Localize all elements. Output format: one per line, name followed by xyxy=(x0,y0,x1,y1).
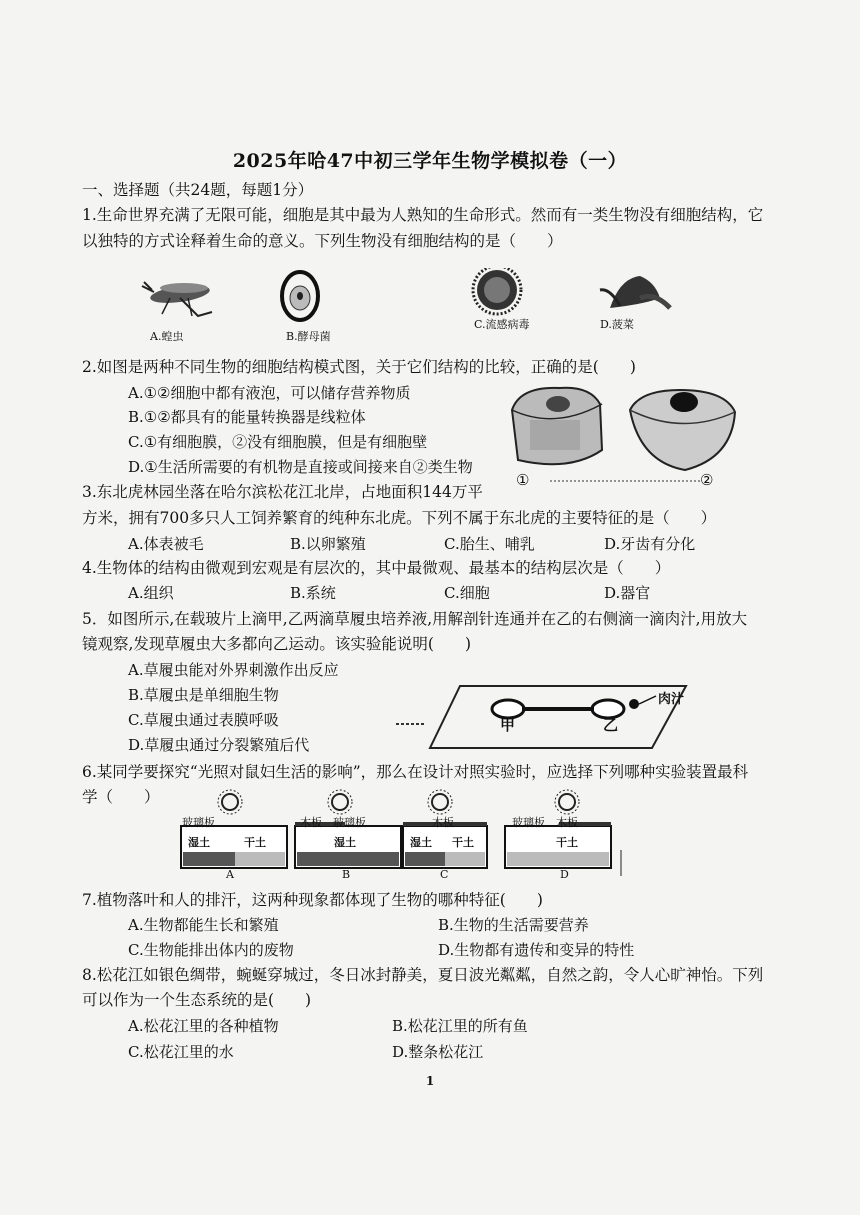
q4-option-d: D.器官 xyxy=(604,584,651,602)
q5-option-a: A.草履虫能对外界刺激作出反应 xyxy=(128,661,339,679)
q6-stem-line1: 6.某同学要探究“光照对鼠妇生活的影响”，那么在设计对照实验时，应选择下列哪种实验装置最科 xyxy=(82,763,749,781)
q8-option-c: C.松花江里的水 xyxy=(128,1043,234,1061)
q5-stem-line1: 5．如图所示,在载玻片上滴甲,乙两滴草履虫培养液,用解剖针连通并在乙的右侧滴一滴肉汁,用放大 xyxy=(82,610,748,628)
q7-option-c: C.生物能排出体内的废物 xyxy=(128,941,294,959)
q4-option-c: C.细胞 xyxy=(444,584,490,602)
exam-title: 2025年哈47中初三学年生物学模拟卷（一） xyxy=(232,150,628,172)
q7-stem: 7.植物落叶和人的排汗，这两种现象都体现了生物的哪种特征( ) xyxy=(82,891,543,909)
q7-option-b: B.生物的生活需要营养 xyxy=(438,916,589,934)
plant-cell-image xyxy=(630,390,735,470)
q6-stem-line2: 学（ ） xyxy=(82,788,160,806)
q1-stem-line1: 1.生命世界充满了无限可能，细胞是其中最为人熟知的生命形式。然而有一类生物没有细胞结构，它 xyxy=(82,206,764,224)
q7-option-d: D.生物都有遗传和变异的特性 xyxy=(438,941,635,959)
page-number: 1 xyxy=(425,1074,435,1088)
q5-slide-diagram xyxy=(390,682,690,752)
q7-option-a: A.生物都能生长和繁殖 xyxy=(128,916,279,934)
glass-slide xyxy=(430,686,686,748)
q5-option-b: B.草履虫是单细胞生物 xyxy=(128,686,279,704)
q6-device-b-letter: B xyxy=(342,868,351,881)
virus-image xyxy=(473,268,521,314)
q6-device-c-cover: 木板 xyxy=(432,816,454,829)
q3-option-b: B.以卵繁殖 xyxy=(290,535,366,553)
q5-label-left: 甲 xyxy=(500,716,516,734)
q1-caption-c: C.流感病毒 xyxy=(474,318,530,331)
spinach-image xyxy=(600,276,670,308)
q8-stem-line2: 可以作为一个生态系统的是( ) xyxy=(82,991,312,1009)
q1-organism-figures xyxy=(140,268,700,346)
q2-label-2: ② xyxy=(700,471,714,489)
q3-option-c: C.胎生、哺乳 xyxy=(444,535,535,553)
yeast-image xyxy=(282,272,318,320)
q2-label-1: ① xyxy=(516,471,530,489)
q6-device-d-letter: D xyxy=(560,868,569,881)
q1-caption-d: D.菠菜 xyxy=(600,318,634,331)
q6-device-d-left: 干土 xyxy=(556,836,578,849)
q8-option-d: D.整条松花江 xyxy=(392,1043,484,1061)
q6-device-c-right: 干土 xyxy=(452,836,474,849)
q6-device-b-left: 湿土 xyxy=(334,836,356,849)
q3-stem-line1: 3.东北虎林园坐落在哈尔滨松花江北岸，占地面积144万平 xyxy=(82,483,483,501)
q3-option-a: A.体表被毛 xyxy=(128,535,204,553)
section-heading: 一、选择题（共24题，每题1分） xyxy=(82,181,314,199)
q3-stem-line2: 方米，拥有700多只人工饲养繁育的纯种东北虎。下列不属于东北虎的主要特征的是（ ） xyxy=(82,509,717,527)
q2-stem: 2.如图是两种不同生物的细胞结构模式图，关于它们结构的比较，正确的是( ) xyxy=(82,358,636,376)
q5-stem-line2: 镜观察,发现草履虫大多都向乙运动。该实验能说明( ) xyxy=(82,635,472,653)
q8-option-b: B.松花江里的所有鱼 xyxy=(392,1017,528,1035)
q6-device-c-letter: C xyxy=(440,868,449,881)
q6-device-a-cover: 玻璃板 xyxy=(182,816,215,829)
locust-image xyxy=(142,282,212,316)
q2-option-d: D.①生活所需要的有机物是直接或间接来自②类生物 xyxy=(128,458,473,476)
q5-label-meat: 肉汁 xyxy=(658,692,685,707)
q3-option-d: D.牙齿有分化 xyxy=(604,535,696,553)
q6-device-a-letter: A xyxy=(226,868,234,881)
q5-option-c: C.草履虫通过表膜呼吸 xyxy=(128,711,279,729)
q6-device-d-cover: 玻璃板 木板 xyxy=(512,816,578,829)
q2-option-b: B.①②都具有的能量转换器是线粒体 xyxy=(128,408,366,426)
q8-option-a: A.松花江里的各种植物 xyxy=(128,1017,279,1035)
q1-stem-line2: 以独特的方式诠释着生命的意义。下列生物没有细胞结构的是（ ） xyxy=(82,232,563,250)
q4-option-b: B.系统 xyxy=(290,584,336,602)
q1-caption-b: B.酵母菌 xyxy=(286,330,331,343)
q5-label-right: 乙 xyxy=(603,716,619,734)
device-d xyxy=(505,790,621,876)
q6-device-a-left: 湿土 xyxy=(188,836,210,849)
animal-cell-image xyxy=(512,388,602,464)
q6-device-c-left: 湿土 xyxy=(410,836,432,849)
q2-option-c: C.①有细胞膜，②没有细胞膜，但是有细胞壁 xyxy=(128,433,428,451)
q5-option-d: D.草履虫通过分裂繁殖后代 xyxy=(128,736,310,754)
q4-option-a: A.组织 xyxy=(128,584,174,602)
q8-stem-line1: 8.松花江如银色绸带，蜿蜒穿城过，冬日冰封静美，夏日波光粼粼，自然之韵，令人心旷神怡。下列 xyxy=(82,966,764,984)
q2-option-a: A.①②细胞中都有液泡，可以储存营养物质 xyxy=(128,384,411,402)
q6-device-b-cover: 木板 玻璃板 xyxy=(300,816,366,829)
q4-stem: 4.生物体的结构由微观到宏观是有层次的，其中最微观、最基本的结构层次是（ ） xyxy=(82,559,671,577)
q1-caption-a: A.蝗虫 xyxy=(150,330,184,343)
q6-device-a-right: 干土 xyxy=(244,836,266,849)
culture-drops xyxy=(492,696,656,718)
